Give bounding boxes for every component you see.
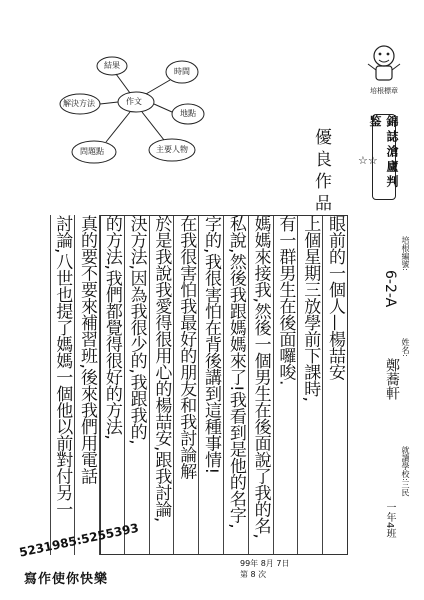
essay-column: 決方法,因為我很少的,我跟我的, [125,215,150,555]
mind-map-node: 主要人物 [156,145,188,154]
essay-column: 眼前的一個人—楊喆安 [323,215,348,555]
grade-label: 培根編號: [401,236,410,271]
essay-column: 的方法,我們都覺得很好的方法, [100,215,125,555]
slogan: 寫作使你快樂 [24,572,109,587]
essay-column: 在我很害怕我最好的朋友和我討論解 [174,215,199,555]
mind-map-node: 問題點 [80,147,104,156]
date-text: 99年 8月 7日 [240,559,290,568]
name-value: 鄭蕎軒 [384,358,400,400]
mind-map-node: 結果 [104,61,120,70]
session-text: 第 8 次 [240,570,267,579]
grade-value: 6-2-A [382,270,398,308]
award-title: 優良作品 [311,128,331,216]
essay-column: 私說,然後我跟媽媽來了!我看到是他的名字, [224,215,249,555]
review-stamp: 錦誌滄廬判鉴 [372,114,396,200]
student-info [360,218,414,578]
essay-column: 真的要不要來補習班,後來我們用電話 [75,215,100,555]
class-value: 一年4班 [384,502,395,539]
essay-column: 媽媽來接我,然後一個男生在後面說了我的名, [249,215,274,555]
essay-column: 於是我說我愛得很用心的楊喆安,跟我討論, [150,215,175,555]
school-label: 就讀學校:三民 [401,446,410,497]
date-line [240,558,289,580]
mind-map [60,52,220,170]
mind-map-center: 作文 [126,97,142,106]
stars-mark: ☆☆ [358,154,378,167]
essay-column: 上個星期三放學前下課時, [298,215,323,555]
name-label: 姓名: [401,338,410,357]
mind-map-node: 解決方法 [63,99,95,108]
essay-column: 字的,我很害怕在背後講到這種事情! [199,215,224,555]
mind-map-node: 地點 [180,109,196,118]
logo-label: 培根標章 [370,87,398,95]
phone-number: 5231985:5255393 [18,520,140,560]
mind-map-node: 時間 [174,67,190,76]
essay-column: 有一群男生在後面囉唆. [274,215,299,555]
essay-column: 討論,八世也提了媽媽一個他以前對付另一 [50,215,75,555]
